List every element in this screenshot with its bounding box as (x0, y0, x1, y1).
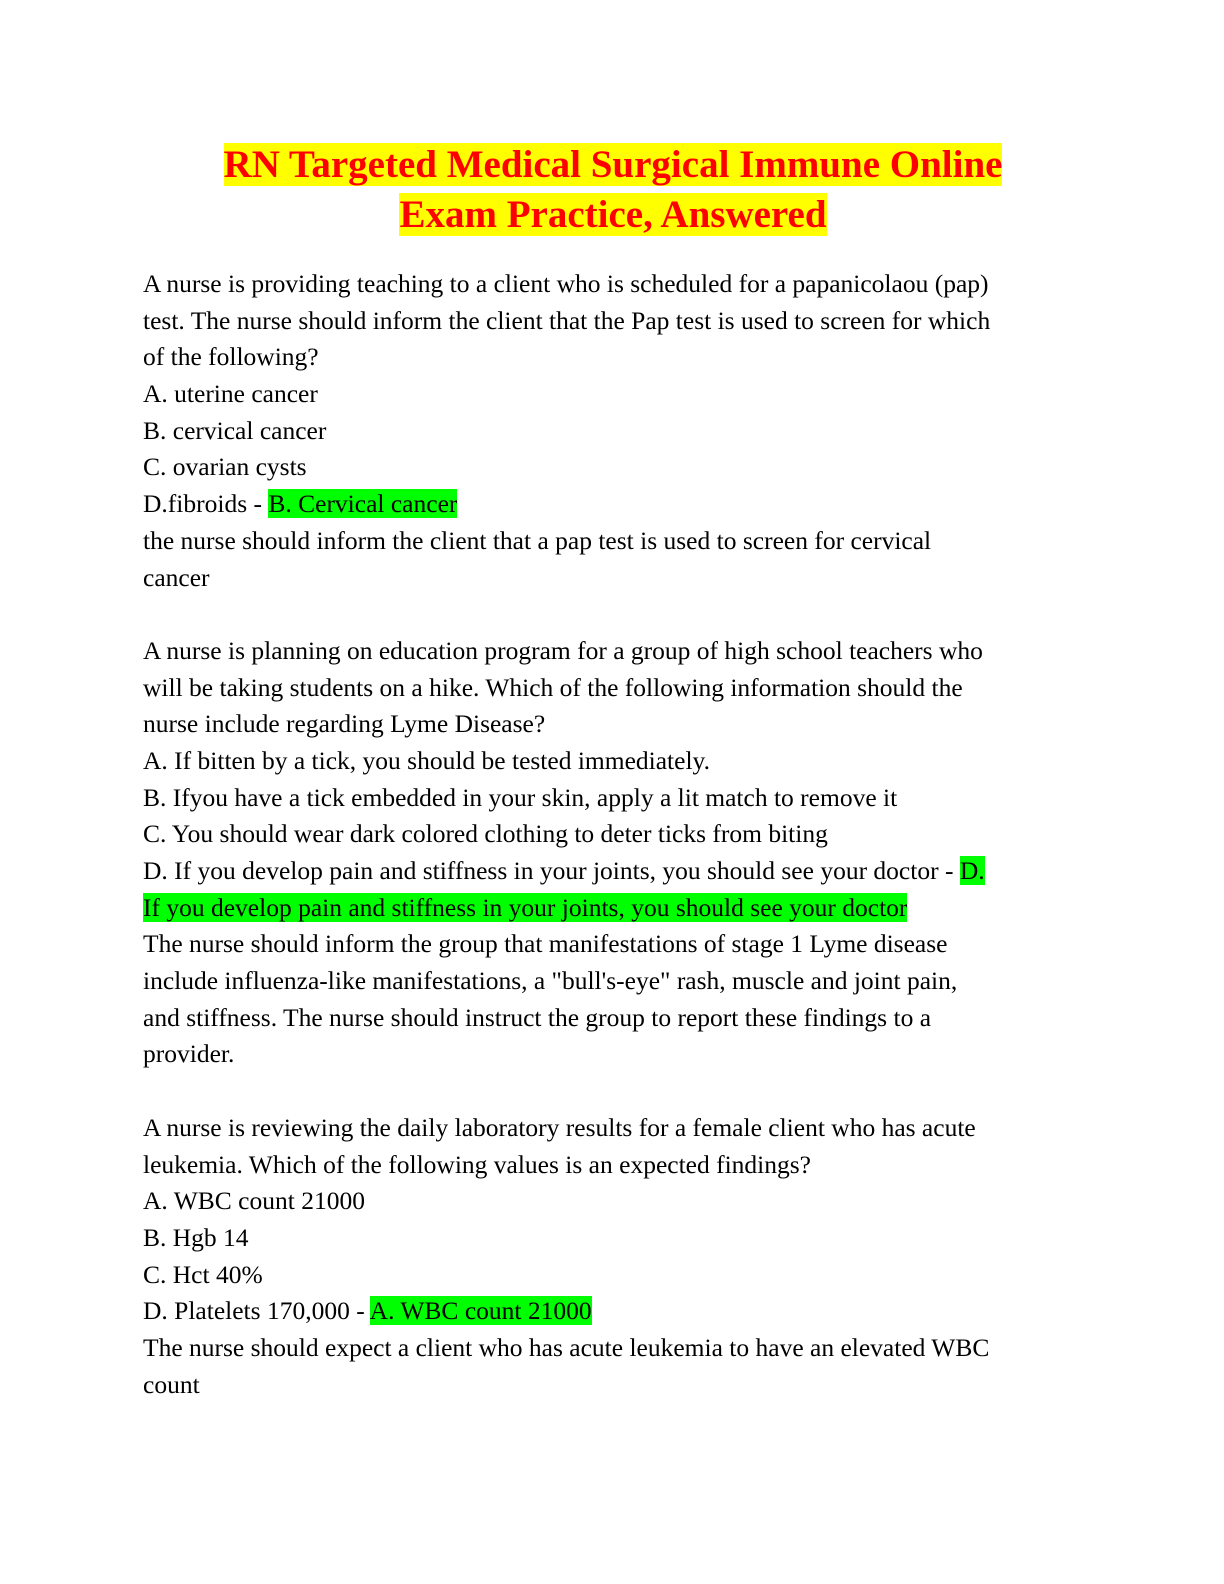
rationale-line: cancer (143, 562, 210, 592)
answer-option: A. If bitten by a tick, you should be tested immediately. (143, 745, 711, 775)
answer-option: C. ovarian cysts (143, 452, 307, 482)
correct-answer-highlight: D. (959, 856, 985, 885)
answer-option-d: D.fibroids - (143, 489, 269, 519)
rationale-line: The nurse should expect a client who has acute leukemia to have an elevated WBC (143, 1332, 990, 1362)
rationale-line: provider. (143, 1039, 235, 1069)
rationale-line: include influenza-like manifestations, a "bull's-eye" rash, muscle and joint pain, (143, 966, 958, 996)
answer-option: C. Hct 40% (143, 1259, 263, 1289)
answer-option: A. uterine cancer (143, 379, 318, 409)
answer-option: A. WBC count 21000 (143, 1186, 365, 1216)
answer-option: B. cervical cancer (143, 415, 327, 445)
rationale-line: count (143, 1369, 200, 1399)
answer-option: B. Hgb 14 (143, 1222, 249, 1252)
answer-option: C. You should wear dark colored clothing to deter ticks from biting (143, 819, 828, 849)
question-stem-line: A nurse is planning on education program for a group of high school teachers who (143, 635, 983, 665)
answer-option-d: D. If you develop pain and stiffness in your joints, you should see your doctor - (143, 856, 960, 885)
question-stem-line: leukemia. Which of the following values is an expected findings? (143, 1149, 812, 1179)
question-stem-line: nurse include regarding Lyme Disease? (143, 709, 546, 739)
answer-option-last (143, 1293, 1083, 1330)
correct-answer-highlight: A. WBC count 21000 (369, 1296, 592, 1326)
title-line-2: Exam Practice, Answered (399, 193, 827, 236)
rationale-line: and stiffness. The nurse should instruct the group to report these findings to a (143, 1002, 932, 1032)
document-page (143, 140, 1083, 1403)
spacer (143, 1073, 1083, 1110)
question-2 (143, 633, 1083, 1073)
correct-answer-highlight: B. Cervical cancer (268, 489, 458, 519)
question-stem-line: test. The nurse should inform the client that the Pap test is used to screen for which (143, 305, 991, 335)
question-stem-line: A nurse is providing teaching to a client who is scheduled for a papanicolaou (pap) (143, 269, 989, 298)
question-1 (143, 266, 1083, 596)
answer-option-d: D. Platelets 170,000 - (143, 1296, 370, 1326)
question-stem-line: of the following? (143, 342, 319, 372)
correct-answer-highlight: If you develop pain and stiffness in your joints, you should see your doctor (143, 892, 908, 922)
title-line-1: RN Targeted Medical Surgical Immune Online (223, 143, 1003, 186)
question-3 (143, 1110, 1083, 1404)
rationale-line: the nurse should inform the client that a pap test is used to screen for cervical (143, 525, 932, 555)
answer-option: B. Ifyou have a tick embedded in your skin, apply a lit match to remove it (143, 782, 898, 812)
answer-continuation (143, 890, 1083, 927)
question-stem-line: A nurse is reviewing the daily laboratory results for a female client who has acute (143, 1112, 976, 1142)
document-title (143, 140, 1083, 240)
question-stem-line: will be taking students on a hike. Which of the following information should the (143, 672, 963, 702)
answer-option-last (143, 486, 1083, 523)
spacer (143, 596, 1083, 633)
rationale-line: The nurse should inform the group that manifestations of stage 1 Lyme disease (143, 929, 948, 959)
answer-option-last (143, 853, 1083, 890)
